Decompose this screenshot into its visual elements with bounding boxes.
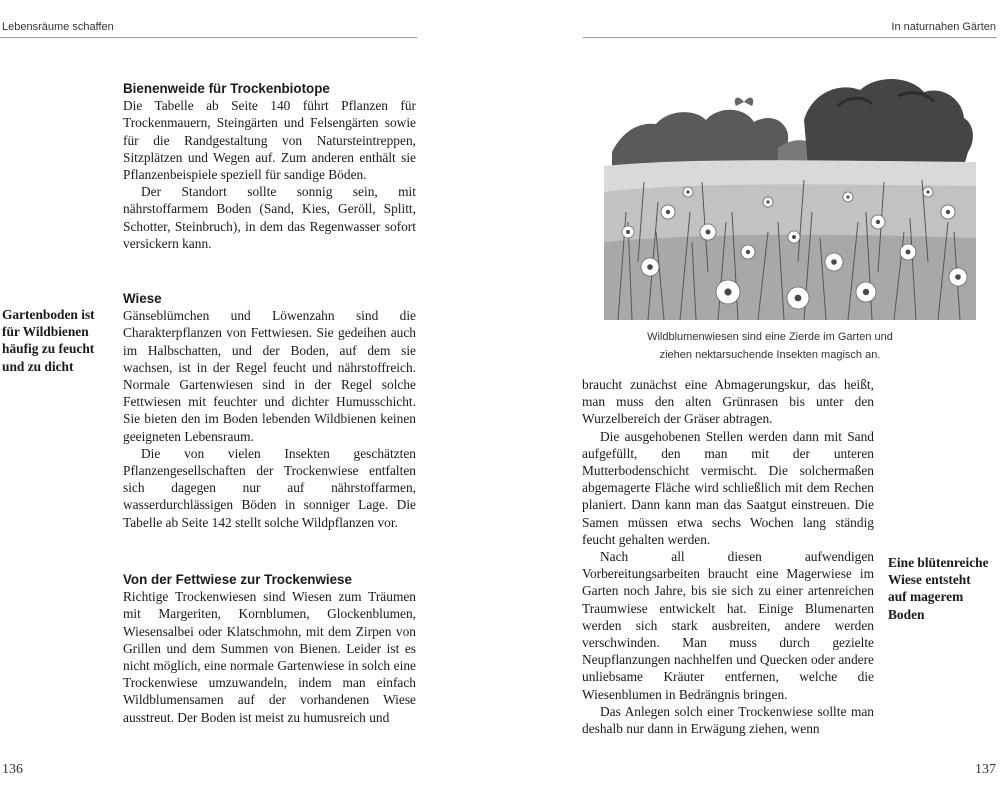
left-section-wiese [123,290,416,531]
body-paragraph: Gänseblümchen und Löwenzahn sind die Charakterpflanzen von Fettwiesen. Sie gedeihen auch im Halbschatten, und der Boden, auf dem sie wachsen, ist in der Regel feucht und nährstoffreich. Normale Gartenwiesen sind in der Regel solche Fettwiesen mit feuchter und dichter Humusschicht. Sie bieten den im Boden lebenden Wildbienen keinen geeigneten Lebensraum. [123,308,416,444]
right-page-number: 137 [975,762,996,777]
left-page-number: 136 [2,762,23,777]
body-paragraph: Richtige Trockenwiesen sind Wiesen zum Träumen mit Margeriten, Kornblumen, Glockenblumen, Wiesensalbei oder Klatschmohn, mit dem Zirpen von Grillen und dem Summen von Bienen. Leider ist es nicht möglich, eine normale Gartenwiese in solch eine Trockenwiese umzuwandeln, indem man einfach Wildblumensamen auf der vorhandenen Wiese ausstreut. Der Boden ist meist zu humusreich und [123,589,416,725]
left-section-fettwiese [123,571,416,726]
left-running-header: Lebensräume schaffen [2,21,114,33]
body-paragraph: Die ausgehobenen Stellen werden dann mit Sand aufgefüllt, den man mit der unteren Mutterbodenschicht vermischt. Die solchermaßen abgemagerte Fläche wird schließlich mit dem Rechen planiert. Dann kann man das Saatgut einstreuen. Die Samen müssen etwa sechs Wochen lang ständig feucht gehalten werden. [582,428,874,547]
right-body-text [582,376,874,737]
left-margin-note-line: Gartenboden ist [2,307,95,322]
right-margin-note-line: Eine blütenreiche [888,555,989,570]
illustration-caption [600,328,940,364]
body-paragraph: Die von vielen Insekten geschätzten Pflanzengesellschaften der Trockenwiese entfalten sich dagegen nur auf nährstoffarmen, wasserdurchlässigen Böden in sonniger Lage. Die Tabelle ab Seite 142 stellt solche Wildpflanzen vor. [123,445,416,530]
body-paragraph: Nach all diesen aufwendigen Vorbereitungsarbeiten braucht eine Magerwiese im Garten noch Jahre, bis sie sich zu einer artenreichen Traumwiese entwickelt hat. Einige Blumenarten werden sich stark ausbreiten, andere werden verschwinden. Man muss durch gezielte Neupflanzungen nachhelfen und Quecken oder andere unliebsame Kräuter entfernen, welche die Wiesenblumen in Bedrängnis bringen. [582,549,874,702]
caption-line: ziehen nektarsuchende Insekten magisch an. [659,349,881,361]
section-heading: Von der Fettwiese zur Trockenwiese [123,572,352,587]
left-margin-note-line: für Wildbienen [2,324,89,340]
section-heading: Bienenweide für Trockenbiotope [123,81,330,96]
right-header-rule [583,37,997,38]
left-section-bienenweide [123,80,416,252]
left-margin-note-line: häufig zu feucht [2,341,95,357]
left-margin-note-line: und zu dicht [2,358,74,374]
body-paragraph: Der Standort sollte sonnig sein, mit nährstoffarmem Boden (Sand, Kies, Geröll, Splitt, Schotter, Steinbruch), in dem das Regenwasser sofort versickern kann. [123,184,416,251]
left-header-rule [0,37,417,38]
caption-line: Wildblumenwiesen sind eine Zierde im Garten und [647,331,893,343]
section-heading: Wiese [123,291,162,306]
left-margin-note [2,306,102,375]
body-paragraph: Das Anlegen solch einer Trockenwiese sollte man deshalb nur dann in Erwägung ziehen, wenn [582,703,874,737]
right-margin-note-line: auf magerem [888,589,964,605]
body-paragraph: Die Tabelle ab Seite 140 führt Pflanzen für Trockenmauern, Steingärten und Felsengärten sowie für die Randgestaltung von Natursteintreppen, Sitzplätzen und Wegen auf. Zum anderen enthält sie Pflanzenbeispiele speziell für sandige Böden. [123,98,416,183]
body-paragraph: braucht zunächst eine Abmagerungskur, das heißt, man muss den alten Grünrasen bis unter den Wurzelbereich der Gräser abtragen. [582,377,874,427]
wildflower-meadow-illustration [598,62,976,320]
right-margin-note-line: Wiese entsteht [888,572,971,588]
right-margin-note [888,554,1000,623]
right-margin-note-line: Boden [888,606,925,622]
right-running-header: In naturnahen Gärten [891,21,996,33]
